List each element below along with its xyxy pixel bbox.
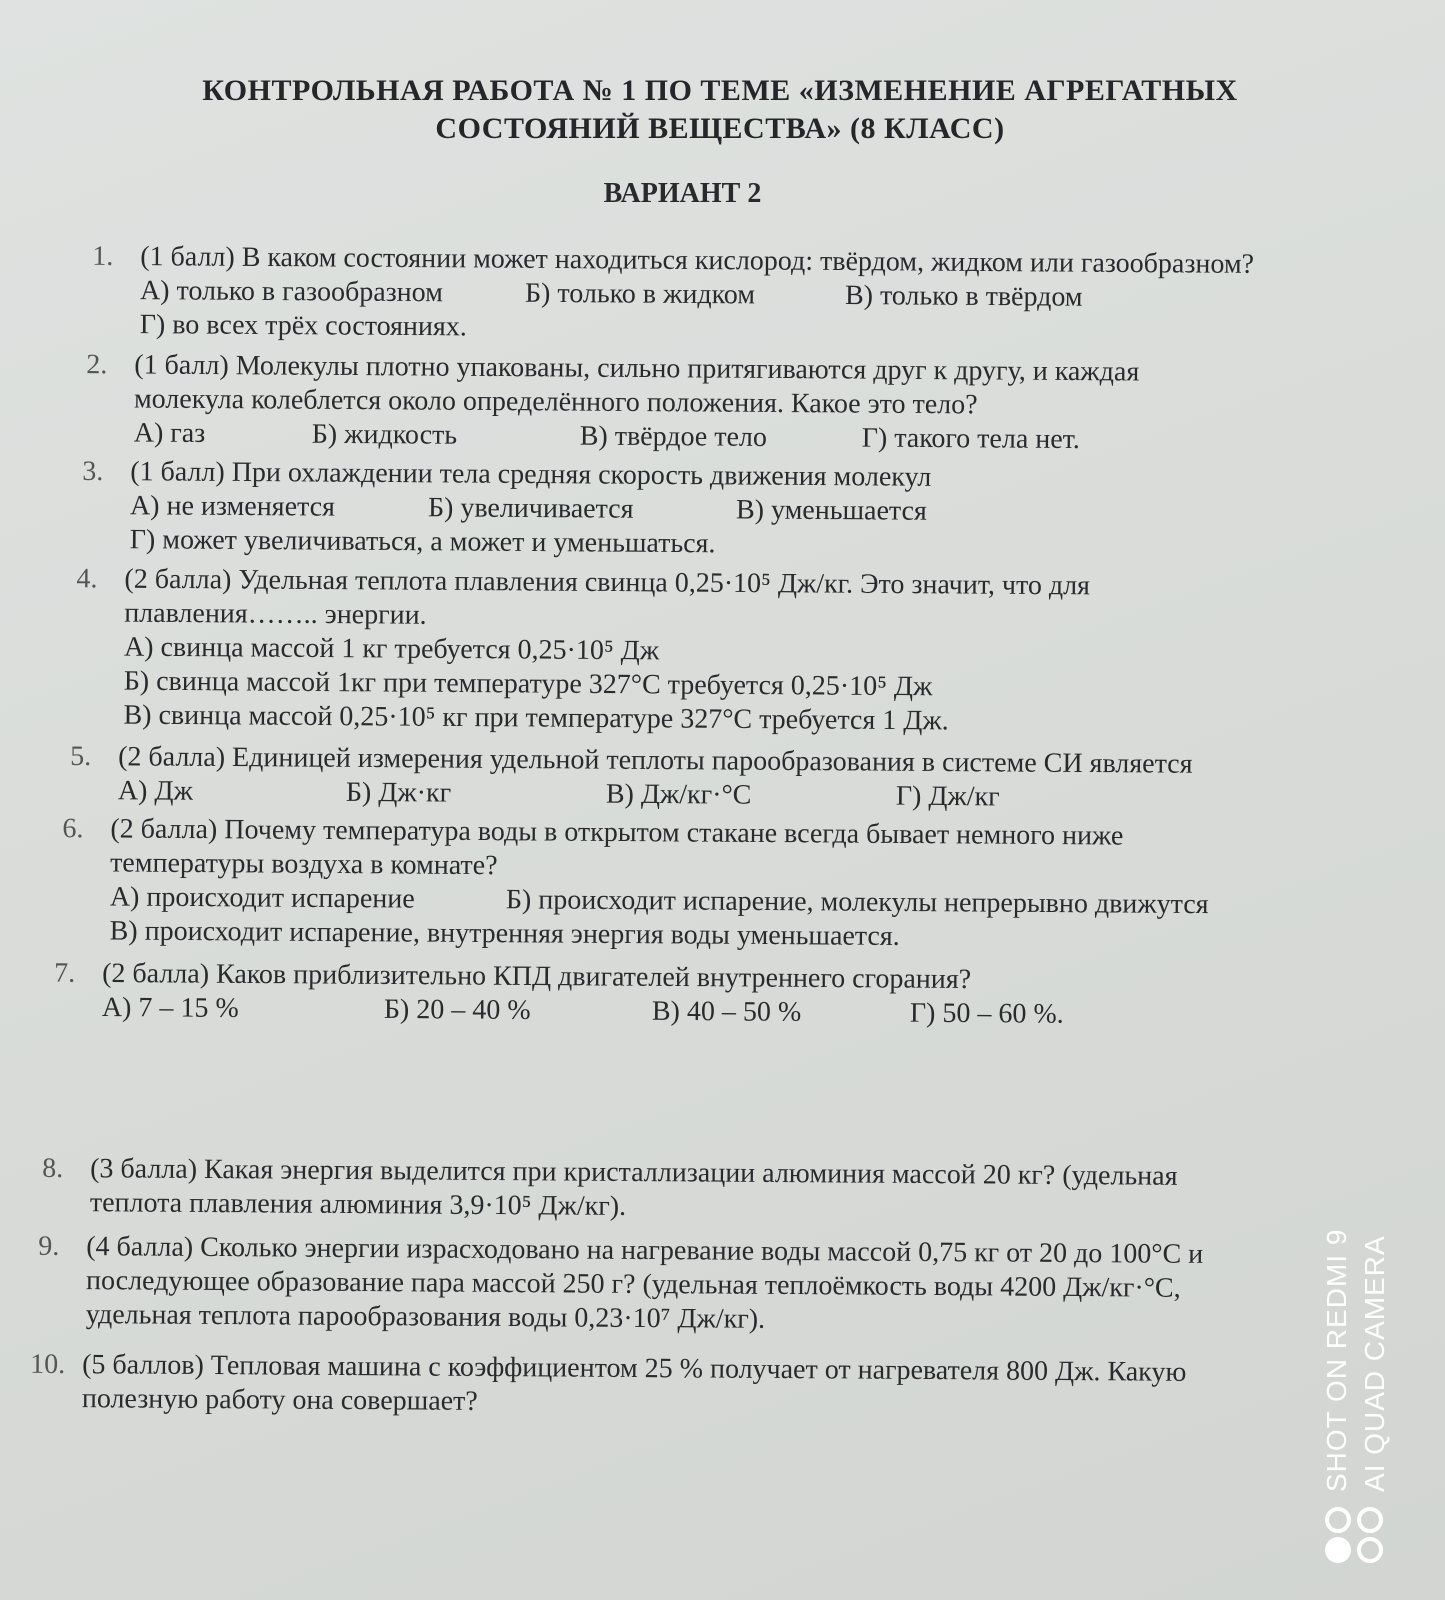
page-title [150, 72, 1290, 148]
question-text-line-2: полезную работу она совершает? [81, 1383, 478, 1417]
options-row [118, 774, 1193, 815]
option-c: В) Дж/кг·°С [605, 778, 752, 811]
question-text-line-2: молекула колеблется около определённого положения. Какое это тело? [133, 383, 978, 421]
question-5 [70, 740, 1193, 815]
option-a: А) происходит испарение [109, 881, 415, 915]
question-3 [82, 455, 932, 563]
question-text-line-1: (3 балла) Какая энергия выделится при кристаллизации алюминия массой 20 кг? (удельная [90, 1153, 1178, 1192]
option-c: В) уменьшается [735, 494, 927, 527]
question-10 [30, 1348, 1187, 1424]
question-text: (1 балл) При охлаждении тела средняя скорость движения молекул [130, 456, 932, 493]
question-6 [62, 812, 1209, 955]
question-number: 6. [62, 813, 84, 845]
question-9 [38, 1230, 1204, 1340]
question-2 [86, 348, 1140, 457]
option-a: А) Дж [117, 775, 194, 807]
question-text-line-2: плавления…….. энергии. [124, 597, 427, 631]
option-a: А) газ [133, 417, 206, 449]
option-c: В) только в твёрдом [844, 280, 1083, 313]
camera-logo-icon [1320, 1502, 1400, 1572]
camera-watermark [1318, 1172, 1398, 1492]
options-row [101, 991, 1064, 1031]
question-text: (2 балла) Единицей измерения удельной теплоты парообразования в системе СИ является [118, 741, 1193, 780]
option-a: А) только в газообразном [139, 275, 444, 309]
watermark-line-1: SHOT ON REDMI 9 [1321, 1228, 1352, 1492]
option-b: Б) жидкость [311, 418, 458, 451]
question-number: 7. [54, 957, 76, 989]
question-text-line-1: (1 балл) Молекулы плотно упакованы, сильно притягиваются друг к другу, и каждая [134, 349, 1140, 388]
question-text-line-2: последующее образование пара массой 250 г? (удельная теплоёмкость воды 4200 Дж/кг·°С, [85, 1265, 1181, 1304]
question-1 [92, 240, 1255, 350]
title-line-2: СОСТОЯНИЙ ВЕЩЕСТВА» (8 КЛАСС) [435, 112, 1005, 145]
option-d: Г) 50 – 60 %. [909, 997, 1064, 1030]
option-b: Б) происходит испарение, молекулы непрерывно движутся [505, 884, 1209, 921]
question-text-line-3: удельная теплота парообразования воды 0,23·10⁷ Дж/кг). [85, 1299, 766, 1335]
question-number: 4. [76, 563, 98, 595]
question-number: 2. [86, 349, 108, 381]
watermark-line-2: AI QUAD CAMERA [1359, 1235, 1390, 1492]
question-8 [42, 1152, 1178, 1228]
options-row [109, 880, 1209, 921]
option-b: Б) только в жидком [524, 277, 756, 311]
question-number: 3. [82, 455, 104, 488]
question-number: 9. [38, 1230, 60, 1262]
option-a: А) не изменяется [129, 490, 336, 523]
option-d: Г) во всех трёх состояниях. [139, 309, 467, 343]
option-c: В) 40 – 50 % [651, 995, 802, 1028]
option-b: Б) Дж·кг [345, 776, 452, 809]
question-text: (1 балл) В каком состоянии может находиться кислород: твёрдом, жидком или газообразном? [140, 241, 1255, 280]
question-text-line-2: температуры воздуха в комнате? [110, 847, 498, 882]
option-d: Г) Дж/кг [895, 780, 1000, 813]
question-number: 5. [70, 740, 92, 773]
option-b: Б) увеличивается [427, 492, 634, 525]
question-text-line-1: (4 балла) Сколько энергии израсходовано на нагревание воды массой 0,75 кг от 20 до 100°С и [86, 1231, 1204, 1270]
question-text-line-2: теплота плавления алюминия 3,9·10⁵ Дж/кг). [89, 1187, 627, 1222]
option-c: В) происходит испарение, внутренняя энергия воды уменьшается. [109, 915, 900, 952]
question-text-line-1: (2 балла) Удельная теплота плавления свинца 0,25·10⁵ Дж/кг. Это значит, что для [124, 563, 1091, 602]
option-b: Б) 20 – 40 % [383, 993, 531, 1026]
question-7 [54, 957, 1064, 1031]
question-text: (2 балла) Каков приблизительно КПД двигателей внутреннего сгорания? [102, 957, 972, 996]
options-row [134, 416, 1139, 457]
question-number: 8. [42, 1152, 64, 1185]
option-c: В) твёрдое тело [579, 420, 768, 453]
options-row [130, 489, 931, 529]
question-4 [76, 563, 1091, 740]
question-text-line-1: (5 баллов) Тепловая машина с коэффициентом 25 % получает от нагревателя 800 Дж. Какую [82, 1349, 1187, 1388]
title-line-1: КОНТРОЛЬНАЯ РАБОТА № 1 ПО ТЕМЕ «ИЗМЕНЕНИЕ АГРЕГАТНЫХ [202, 74, 1238, 107]
option-a: А) свинца массой 1 кг требуется 0,25·10⁵ Дж [123, 631, 660, 667]
option-d: Г) такого тела нет. [861, 422, 1080, 456]
option-b: Б) свинца массой 1кг при температуре 327°С требуется 0,25·10⁵ Дж [123, 665, 933, 703]
question-number: 10. [30, 1348, 66, 1381]
option-d: Г) может увеличиваться, а может и уменьшаться. [129, 524, 716, 560]
question-text-line-1: (2 балла) Почему температура воды в открытом стакане всегда бывает немного ниже [110, 813, 1124, 852]
option-a: А) 7 – 15 % [101, 991, 239, 1024]
question-number: 1. [92, 240, 114, 272]
option-c: В) свинца массой 0,25·10⁵ кг при температуре 327°С требуется 1 Дж. [123, 699, 949, 737]
variant-heading: ВАРИАНТ 2 [603, 178, 762, 209]
